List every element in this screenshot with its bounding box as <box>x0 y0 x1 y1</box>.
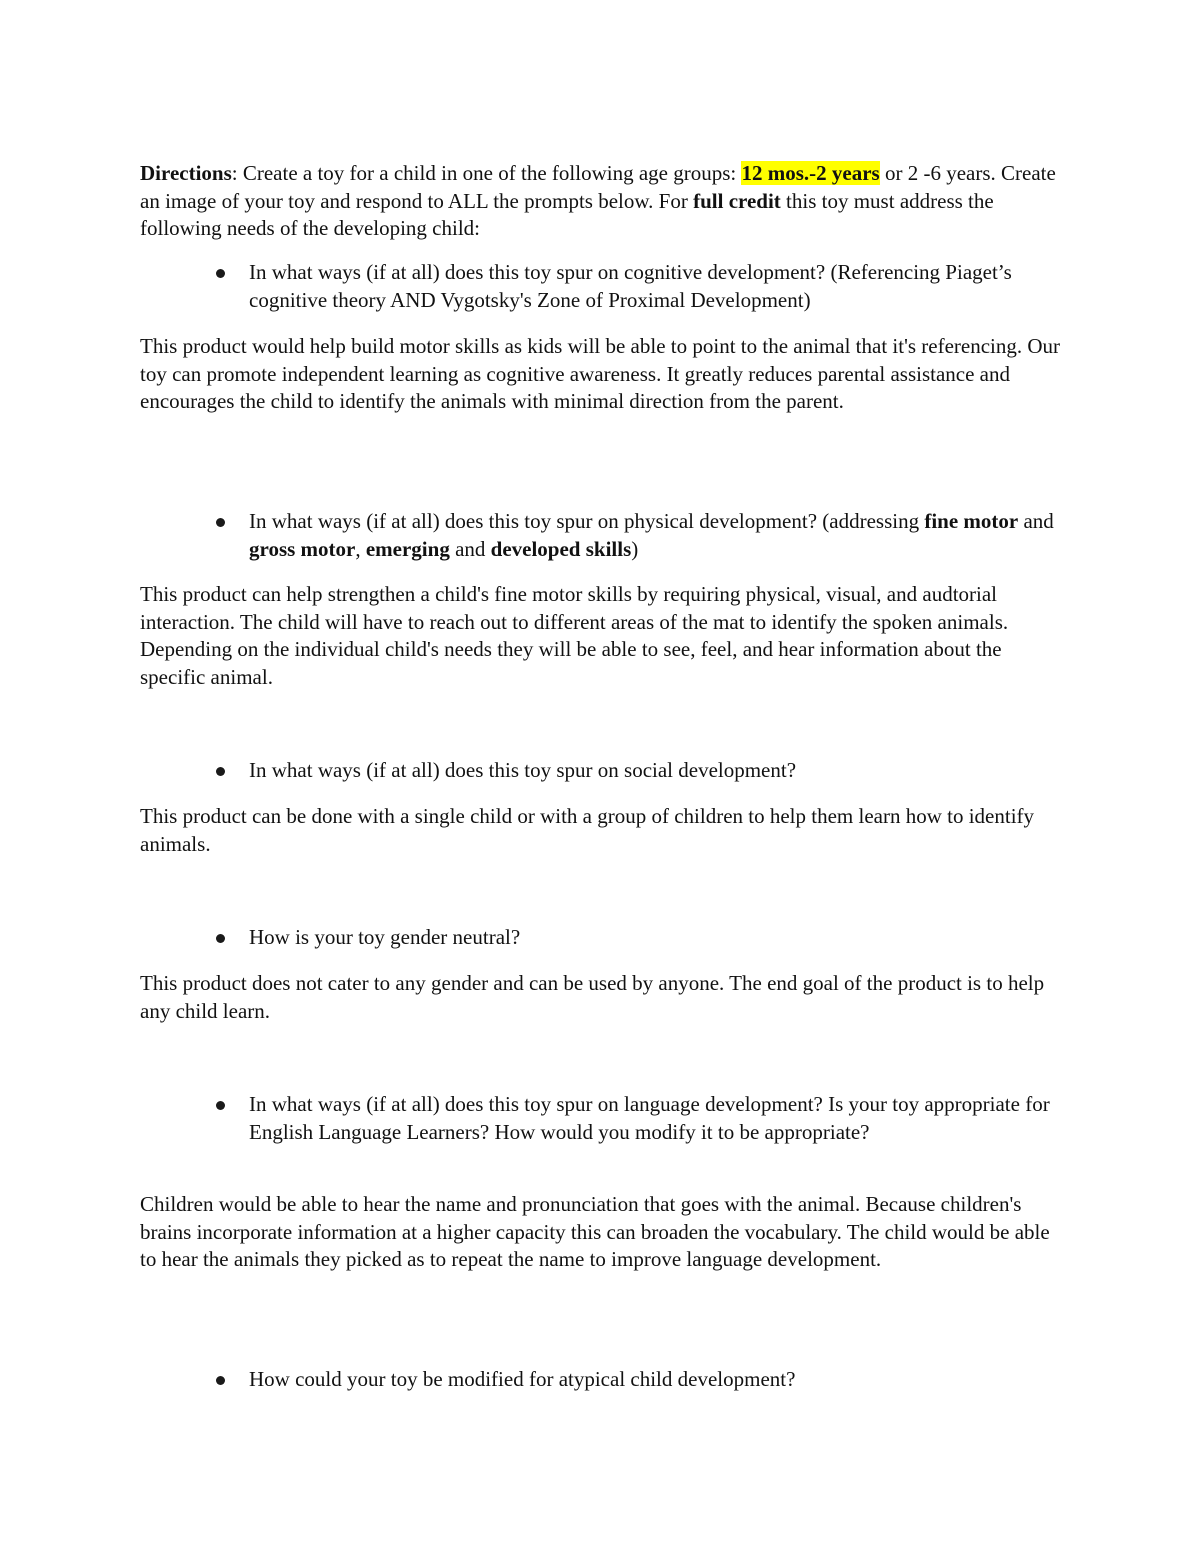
answer-language: Children would be able to hear the name and pronunciation that goes with the animal. Because children's brains incorporate information at a higher capacity this can broaden the vocabulary. The child would be able to hear the animals they picked as to repeat the name to improve language development. <box>140 1192 1050 1271</box>
prompt-cognitive <box>249 259 1079 314</box>
bullet-icon <box>216 934 225 943</box>
prompt-gender-text: How is your toy gender neutral? <box>249 925 521 949</box>
age-group-highlight: 12 mos.-2 years <box>741 161 880 185</box>
answer-physical: This product can help strengthen a child's fine motor skills by requiring physical, visual, and audtorial interaction. The child will have to reach out to different areas of the mat to identify the spoken animals. Depending on the individual child's needs they will be able to see, feel, and hear information about the specific animal. <box>140 582 1009 689</box>
emerging-bold: emerging <box>365 536 450 561</box>
full-credit-bold: full credit <box>693 188 781 213</box>
directions-text-3: this toy must address the following needs of the developing child: <box>140 188 994 240</box>
answer-cognitive: This product would help build motor skills as kids will be able to point to the animal that it's referencing. Our toy can promote independent learning as cognitive awareness. It greatly reduces parental assistance and encourages the child to identify the animals with minimal direction from the parent. <box>140 334 1061 413</box>
answer-gender: This product does not cater to any gender and can be used by anyone. The end goal of the product is to help any child learn. <box>140 971 1045 1023</box>
prompt-atypical-text: How could your toy be modified for atypical child development? <box>249 1367 796 1391</box>
prompt-physical <box>249 508 1079 563</box>
prompt-cognitive-text: In what ways (if at all) does this toy spur on cognitive development? (Referencing Piaget’s cognitive theory AND Vygotsky's Zone of Proximal Development) <box>249 260 1012 312</box>
prompt-social-text: In what ways (if at all) does this toy spur on social development? <box>249 758 797 782</box>
prompt-gender <box>249 924 1079 952</box>
bullet-icon <box>216 518 225 527</box>
directions-paragraph <box>140 160 1070 243</box>
directions-text-1: : Create a toy for a child in one of the following age groups: <box>231 161 742 185</box>
developed-skills-bold: developed skills <box>490 536 632 561</box>
prompt-physical-text-1: In what ways (if at all) does this toy spur on physical development? (addressing <box>249 509 925 533</box>
bullet-icon <box>216 1376 225 1385</box>
bullet-icon <box>216 767 225 776</box>
directions-label: Directions <box>140 161 232 185</box>
bullet-icon <box>216 1101 225 1110</box>
prompt-social <box>249 757 1079 785</box>
prompt-language-text: In what ways (if at all) does this toy spur on language development? Is your toy appropriate for English Language Learners? How would you modify it to be appropriate? <box>249 1092 1050 1144</box>
prompt-physical-text-4: and <box>449 536 491 561</box>
prompt-physical-text-3: , <box>355 536 366 561</box>
gross-motor-bold: gross motor <box>249 536 356 561</box>
prompt-physical-text-2: and <box>1018 509 1054 533</box>
prompt-physical-text-5: ) <box>631 536 639 561</box>
directions-text-2: or 2 -6 years. Create an image of your toy and respond to ALL the prompts below. For <box>140 161 1056 213</box>
prompt-language <box>249 1091 1079 1146</box>
answer-social: This product can be done with a single child or with a group of children to help them learn how to identify animals. <box>140 804 1035 856</box>
bullet-icon <box>216 269 225 278</box>
prompt-atypical <box>249 1366 1079 1394</box>
fine-motor-bold: fine motor <box>924 509 1019 533</box>
